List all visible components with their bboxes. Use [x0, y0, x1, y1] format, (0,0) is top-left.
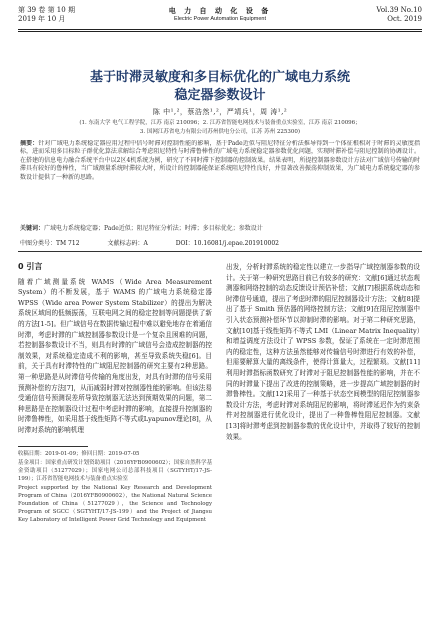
doi: DOI：10.16081/j.epae.201910002: [175, 240, 280, 247]
clc-number: 中图分类号：TM 712: [20, 240, 80, 247]
abstract-label: 摘要：: [20, 140, 39, 147]
fund-info-en: Project supported by the National Key Research and Development Program of China（2016YFB0900602），the National Natural Science Foundation of China（51277029），the Science and Technology Program of SGCC（SGTYHT/17-JS-199）and the Project of Jiangsu Key Laboratory of Intelligent Power Grid Technology and Equipment: [18, 484, 212, 523]
intro-text-right: 出发，分析时滞系统的稳定性以建立一步指导广域控制器参数的设计。关于第一种研究思路目前已有较多的研究：文献[6]通过状态观测器和网络控制的动态反馈设计预估补偿；文献[7]根据系统动态和时滞信号通道，提出了考虑时滞的阻尼控制器设计方法；文献[8]提出了基于 Smith 预估器的网络控制方法；文献[9]在阻尼控制器中引入状态预测补偿环节以抑制时滞的影响。对于第二种研究思路，文献[10]基于线性矩阵不等式 LMI（Linear Matrix Inequality）和增益调度方法设计了 WPSS 参数，保证了系统在一定时滞范围内的稳定性，这种方法虽然能够对传输信号时滞进行有效的补偿，但需要解算大量的离线条件，使得计算量大，过程繁琐。文献[11]利用时滞指标函数研究了时滞对于阻尼控制器性能的影响，并在不同的时滞量下提出了改进的控制策略，进一步提高广域控制器的时滞鲁棒性。文献[12]采用了一种基于状态空间模型的阻尼控制器参数设计方法，考虑时滞对系统阻尼的影响，将时滞延迟作为约束条件对控制器进行优化设计，提出了一种鲁棒性阻尼控制器。文献[13]将时滞考虑到控制器参数的优化设计中，并取得了较好的控制效果。: [226, 263, 420, 441]
footnote-divider: [18, 446, 88, 447]
date-cn: 2019 年 10 月: [18, 15, 66, 23]
right-column: [226, 262, 420, 604]
header-rule: [18, 29, 422, 30]
abstract-text: 针对广域电力系统稳定器应用过程中信号时滞对控制性能的影响，基于Pade近似与阻尼特征分析法推导得到一个体征根相对于时滞的灵敏度指标，进而采用多目标粒子群优化算法求解综合考虑阻尼特性与时滞鲁棒性的广域电力系统稳定器参数优化问题，实现时滞补偿与阻尼控制的协调设计。在搭建的信息电力融合系统平台中以2区4机系统为例，研究了不同时滞下控制器的控制效果。结果表明，所提控制器参数设计方法对广域信号传输的时滞具有较好的鲁棒性，当广域测量系统时滞较大时，所设计的控制器能保证系统阻尼特性良好，并显著改善振荡抑制效果，为广域电力系统稳定器的参数设计提供了一种新的思路。: [20, 140, 420, 181]
keywords: [20, 225, 420, 233]
keywords-label: 关键词：: [20, 225, 45, 232]
author-list: 陈 中¹,²，蔡浩然¹,²，严靖兵¹，周 涛¹,²: [152, 108, 288, 116]
affiliation-line1: (1. 东南大学 电气工程学院，江苏 南京 210096；2. 江苏省智能电网技术与装备重点实验室，江苏 南京 210096；: [79, 120, 361, 126]
section-title-intro: 0 引言: [18, 262, 43, 271]
paper-title-line2: 稳定器参数设计: [174, 88, 266, 103]
journal-name-cn: 电 力 自 动 化 设 备: [168, 6, 272, 15]
classification-line: [20, 238, 420, 247]
volume-issue-cn: 第 39 卷 第 10 期: [18, 6, 75, 14]
abstract-divider: [18, 251, 422, 252]
intro-text-left: 随着广域测量系统 WAMS（Wide Area Measurement System）的不断发展，基于 WAMS 的广域电力系统稳定器 WPSS（Wide area Power System Stabilizer）的提出为解决系统区域间的低频振荡，互联电网之间的稳定控制等问题提供了新的方法[1-5]。但广域信号在数据传输过程中难以避免地存在着通信时滞，考虑时滞的广域控制器参数设计是一个复杂且困难的问题，若控制器参数设计不当，则具有时滞的广域信号会造成控制器的控制效果，对系统稳定造成不利的影响，甚至导致系统失稳[6]。目前，关于具有时滞特性的广域阻尼控制器的研究主要有2种思路。第一种思路是从时滞信号传输的角度出发，对具有时滞的信号采用预测补偿的方法[7]，从而减弱时滞对控制器性能的影响。但该法易受通信信号预测误差所导致控制器无法达到预期效果的问题，第二种思路是在控制器设计过程中考虑时滞的影响，直接提升控制器的时滞鲁棒性，如采用基于线性矩阵不等式或Lyapunov理论[8]，从时滞对系统的影响机理: [18, 277, 212, 434]
journal-name-en: Electric Power Automation Equipment: [173, 16, 267, 22]
affiliation-line2: 3. 国网江苏省电力有限公司苏州供电分公司，江苏 苏州 225300): [139, 129, 301, 135]
paper-title-line1: 基于时滞灵敏度和多目标优化的广域电力系统: [89, 70, 350, 85]
abstract: [20, 140, 420, 224]
document-code: 文献标志码：A: [107, 240, 148, 247]
fund-info-cn: 基金项目：国家重点研发计划资助项目（2016YFB0900602）；国家自然科学基金资助项目（51277029）；国家电网公司总部科技项目（SGTYHT/17-JS-199）；江苏省智能电网技术与装备重点实验室: [18, 459, 212, 482]
date-en: Oct. 2019: [387, 15, 422, 23]
volume-issue-en: Vol.39 No.10: [376, 6, 422, 14]
issue-info-en: [312, 6, 422, 24]
journal-name: [138, 6, 302, 24]
footnotes: [18, 450, 212, 620]
issue-info-cn: [18, 6, 128, 24]
left-column: [18, 262, 212, 620]
keywords-text: 广域电力系统稳定器；Pade近似；阻尼特征分析法；时滞；多目标优化；参数设计: [44, 225, 263, 232]
header-rule-thin: [18, 31, 422, 32]
received-date: 收稿日期：2019-01-09；修回日期：2019-07-05: [18, 450, 140, 457]
